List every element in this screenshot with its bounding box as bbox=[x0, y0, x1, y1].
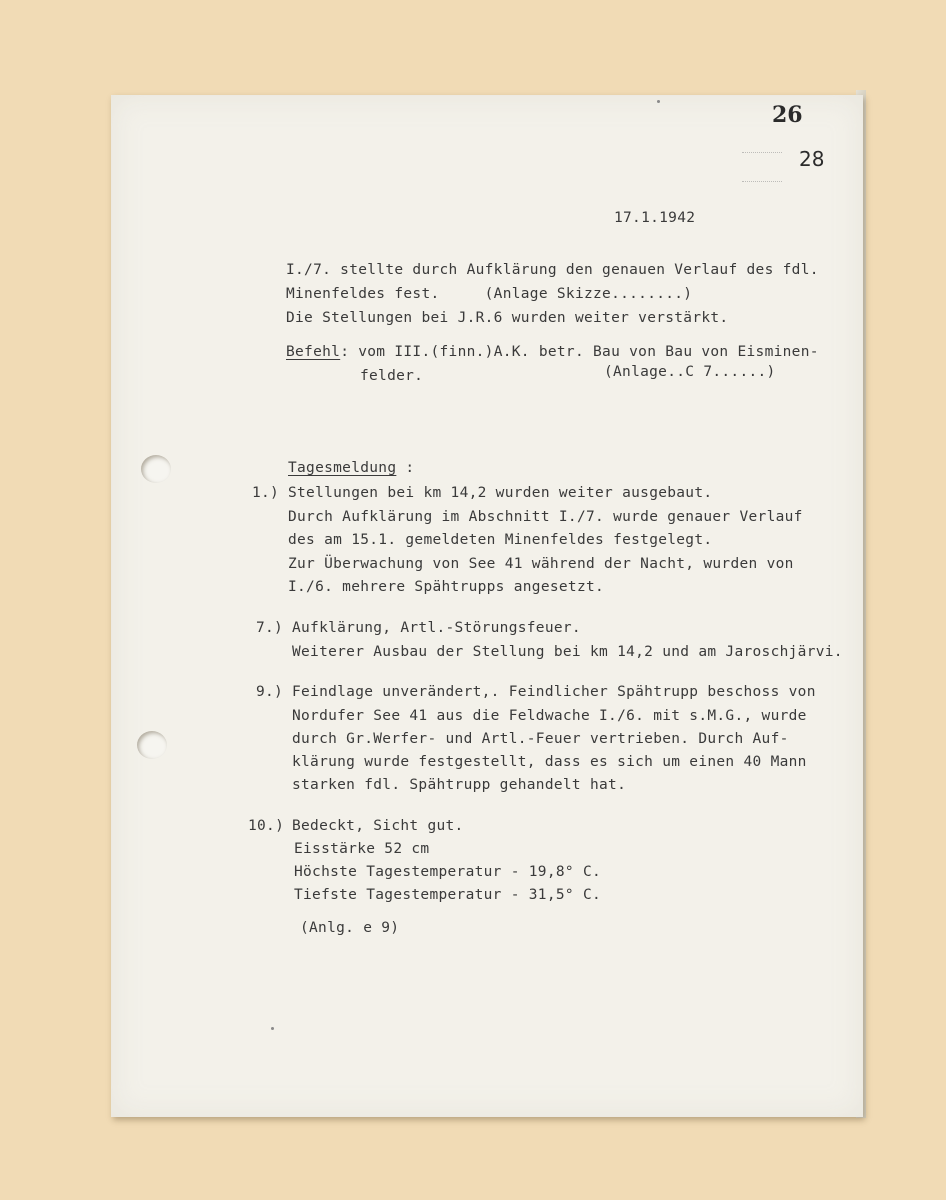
entry-line: des am 15.1. gemeldeten Minenfeldes festgelegt. bbox=[288, 532, 713, 548]
entry-line: Nordufer See 41 aus die Feldwache I./6. mit s.M.G., wurde bbox=[292, 708, 807, 724]
stamp-smudge bbox=[742, 152, 782, 182]
entry-number: 9.) bbox=[256, 684, 284, 700]
document-page bbox=[111, 95, 863, 1117]
punch-hole-top bbox=[141, 455, 171, 483]
entry-number: 7.) bbox=[256, 620, 284, 636]
folio-number-primary: 26 bbox=[772, 102, 803, 128]
befehl-line: felder. bbox=[360, 368, 424, 384]
tagesmeldung-heading bbox=[288, 460, 414, 476]
befehl-anlage: (Anlage..C 7......) bbox=[604, 364, 776, 380]
tagesmeldung-label: Tagesmeldung bbox=[288, 460, 397, 476]
entry-line: Zur Überwachung von See 41 während der Nacht, wurden von bbox=[288, 556, 794, 572]
entry-number: 10.) bbox=[248, 818, 285, 834]
befehl-line bbox=[286, 344, 819, 360]
anlage-reference: (Anlg. e 9) bbox=[300, 920, 400, 936]
entry-line: Bedeckt, Sicht gut. bbox=[292, 818, 464, 834]
entry-number: 1.) bbox=[252, 485, 280, 501]
entry-line: Weiterer Ausbau der Stellung bei km 14,2 und am Jaroschjärvi. bbox=[292, 644, 843, 660]
entry-line: Höchste Tagestemperatur - 19,8° C. bbox=[294, 864, 602, 880]
paper-speck bbox=[271, 1027, 274, 1030]
entry-line: durch Gr.Werfer- und Artl.-Feuer vertrieben. Durch Auf- bbox=[292, 731, 789, 747]
paper-speck bbox=[657, 100, 660, 103]
entry-line: starken fdl. Spähtrupp gehandelt hat. bbox=[292, 777, 627, 793]
entry-line: Eisstärke 52 cm bbox=[294, 841, 430, 857]
entry-line: Stellungen bei km 14,2 wurden weiter ausgebaut. bbox=[288, 485, 713, 501]
punch-hole-bottom bbox=[137, 731, 167, 759]
befehl-label: Befehl bbox=[286, 344, 341, 360]
entry-line: klärung wurde festgestellt, dass es sich um einen 40 Mann bbox=[292, 754, 807, 770]
tagesmeldung-colon: : bbox=[396, 460, 415, 476]
folio-number-secondary: 28 bbox=[799, 147, 825, 171]
entry-line: Durch Aufklärung im Abschnitt I./7. wurde genauer Verlauf bbox=[288, 509, 803, 525]
befehl-text: : vom III.(finn.)A.K. betr. Bau von Bau von Eisminen- bbox=[340, 344, 819, 360]
intro-line: Die Stellungen bei J.R.6 wurden weiter verstärkt. bbox=[286, 310, 729, 326]
entry-line: Feindlage unverändert,. Feindlicher Spähtrupp beschoss von bbox=[292, 684, 816, 700]
document-date: 17.1.1942 bbox=[614, 210, 696, 226]
entry-line: Tiefste Tagestemperatur - 31,5° C. bbox=[294, 887, 602, 903]
intro-line: Minenfeldes fest. (Anlage Skizze........) bbox=[286, 286, 693, 302]
intro-line: I./7. stellte durch Aufklärung den genauen Verlauf des fdl. bbox=[286, 262, 819, 278]
entry-line: Aufklärung, Artl.-Störungsfeuer. bbox=[292, 620, 581, 636]
entry-line: I./6. mehrere Spähtrupps angesetzt. bbox=[288, 579, 605, 595]
